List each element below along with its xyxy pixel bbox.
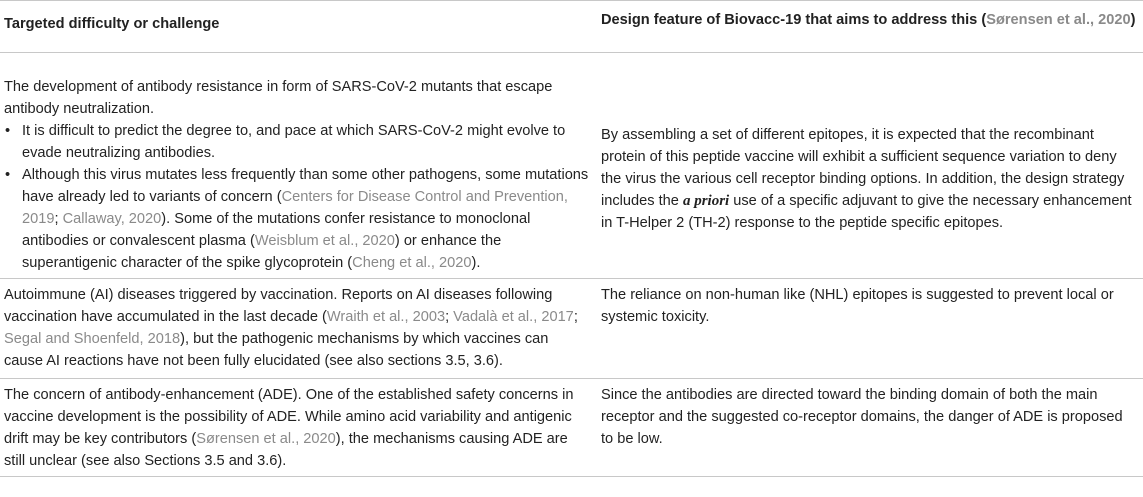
row2-challenge-cell [0, 279, 597, 379]
citation-link[interactable]: Cheng et al., 2020 [352, 255, 472, 271]
separator-text: ; [54, 211, 63, 227]
header-design-feature [597, 1, 1143, 53]
list-item [4, 164, 591, 274]
header-challenge-text: Targeted difficulty or challenge [4, 16, 220, 32]
citation-link[interactable]: Callaway, 2020 [62, 211, 162, 227]
table-row [0, 379, 1143, 477]
citation-link[interactable]: Weisblum et al., 2020 [254, 233, 395, 249]
header-design-text: Design feature of Biovacc-19 that aims to address this ( [601, 12, 987, 28]
design-text: Since the antibodies are directed toward the binding domain of both the main receptor and the suggested co-receptor domains, the danger of ADE is proposed to be low. [601, 387, 1123, 447]
challenge-text: Autoimmune (AI) diseases triggered by vaccination. Reports on AI diseases following vaccination have accumulated in the last decade ( [4, 287, 553, 325]
design-text: The reliance on non-human like (NHL) epitopes is suggested to prevent local or systemic toxicity. [601, 287, 1114, 325]
citation-link[interactable]: Wraith et al., 2003 [326, 309, 446, 325]
row3-design-cell [597, 379, 1143, 477]
bullet-text: ) or enhance the superantigenic character of the spike glycoprotein ( [22, 233, 502, 271]
row1-intro-cell [0, 53, 597, 121]
citation-link[interactable]: Sørensen et al., 2020 [986, 12, 1131, 28]
challenge-text: ), the mechanisms causing ADE are still unclear (see also Sections 3.5 and 3.6). [4, 431, 568, 469]
bullet-text: ). [471, 255, 481, 271]
row3-challenge-cell [0, 379, 597, 477]
table-header-row [0, 1, 1143, 53]
design-italic-text: a priori [682, 193, 730, 209]
header-challenge [0, 1, 597, 53]
design-text: By assembling a set of different epitopes, it is expected that the recombinant protein of this peptide vaccine will exhibit a sufficient sequence variation to deny the virus the various cell receptor binding options. In addition, the design strategy includes the [601, 127, 1125, 209]
challenge-text: ), but the pathogenic mechanisms by which vaccines can cause AI reactions have not been fully elucidated (see also sections 3.5, 3.6). [4, 331, 549, 369]
header-paren: ) [1130, 12, 1136, 28]
challenge-text: The concern of antibody-enhancement (ADE). One of the established safety concerns in vaccine development is the possibility of ADE. While amino acid variability and antigenic drift may be key contributors ( [4, 387, 574, 447]
row1-intro-empty [597, 53, 1143, 121]
bullet-icon: • [5, 167, 11, 183]
row2-design-cell [597, 279, 1143, 379]
table-row [0, 53, 1143, 121]
citation-link[interactable]: Sørensen et al., 2020 [196, 431, 336, 447]
row1-intro-text: The development of antibody resistance in form of SARS-CoV-2 mutants that escape antibody neutralization. [4, 79, 553, 117]
table-row [0, 279, 1143, 379]
bullet-text: It is difficult to predict the degree to, and pace at which SARS-CoV-2 might evolve to evade neutralizing antibodies. [22, 123, 566, 161]
bullet-icon: • [5, 123, 11, 139]
table-row [0, 120, 1143, 279]
list-item [4, 120, 591, 164]
bullet-text: Although this virus mutates less frequently than some other pathogens, some mutations have already led to variants of concern ( [22, 167, 589, 205]
bullet-list [4, 120, 591, 274]
row1-bullets-cell [0, 120, 597, 279]
citation-link[interactable]: Vadalà et al., 2017 [453, 309, 574, 325]
citation-link[interactable]: Centers for Disease Control and Prevention, 2019 [22, 189, 568, 227]
bullet-text: ). Some of the mutations confer resistance to monoclonal antibodies or convalescent plasma ( [22, 211, 531, 249]
separator-text: ; [445, 309, 454, 325]
citation-link[interactable]: Segal and Shoenfeld, 2018 [4, 331, 181, 347]
design-text: use of a specific adjuvant to give the necessary enhancement in T-Helper 2 (TH-2) response to the peptide specific epitopes. [601, 193, 1132, 231]
separator-text: ; [573, 309, 578, 325]
row1-design-cell [597, 120, 1143, 279]
